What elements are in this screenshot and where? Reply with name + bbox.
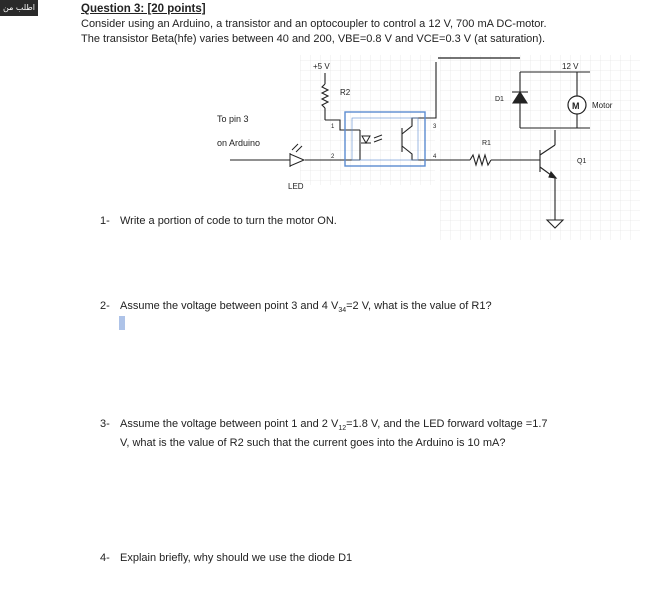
question-3-text-pre: Assume the voltage between point 1 and 2 V (120, 418, 339, 430)
r2-label: R2 (340, 88, 351, 97)
to-pin-label: To pin 3 (217, 114, 249, 124)
question-2-subscript: 34 (338, 307, 347, 315)
question-2-text-post: =2 V, what is the value of R1? (346, 300, 492, 312)
question-3-number: 3- (100, 418, 110, 430)
question-3 (100, 417, 620, 451)
question-4 (100, 551, 620, 566)
q1-label: Q1 (577, 158, 587, 165)
question-2-number: 2- (100, 300, 110, 312)
r1-label: R1 (482, 140, 491, 147)
on-arduino-label: on Arduino (217, 138, 261, 148)
question-3-subscript: 12 (338, 425, 347, 433)
question-title: Question 3: [20 points] (81, 3, 206, 15)
intro-line-2: The transistor Beta(hfe) varies between 40 and 200, VBE=0.8 V and VCE=0.3 V (at saturation). (81, 33, 546, 45)
question-3-text-post: =1.8 V, and the LED forward voltage =1.7 (346, 418, 548, 430)
question-2-text-pre: Assume the voltage between point 3 and 4 V (120, 300, 339, 312)
question-3-line-2: V, what is the value of R2 such that the current goes into the Arduino is 10 mA? (120, 437, 506, 450)
question-4-number: 4- (100, 552, 110, 564)
node-3-label: 3 (433, 124, 437, 130)
question-1-text: Write a portion of code to turn the motor ON. (120, 215, 337, 227)
node-1-label: 1 (331, 124, 335, 130)
node-4-label: 4 (433, 154, 437, 160)
circuit-diagram (0, 0, 653, 250)
motor-label: Motor (592, 101, 613, 110)
grid-area-right (440, 55, 640, 240)
d1-label: D1 (495, 96, 504, 103)
question-4-text: Explain briefly, why should we use the diode D1 (120, 552, 353, 564)
question-1 (100, 214, 620, 229)
motor-symbol: M (572, 101, 580, 111)
intro-line-1: Consider using an Arduino, a transistor and an optocoupler to control a 12 V, 700 mA DC-motor. (81, 18, 547, 30)
text-cursor[interactable] (119, 316, 125, 330)
supply-12v-label: 12 V (562, 62, 579, 71)
question-2 (100, 299, 620, 318)
node-2-label: 2 (331, 154, 335, 160)
language-badge[interactable]: اطلب من (0, 0, 38, 16)
led-label: LED (288, 182, 304, 191)
question-1-number: 1- (100, 215, 110, 227)
supply-5v-label: +5 V (313, 62, 330, 71)
